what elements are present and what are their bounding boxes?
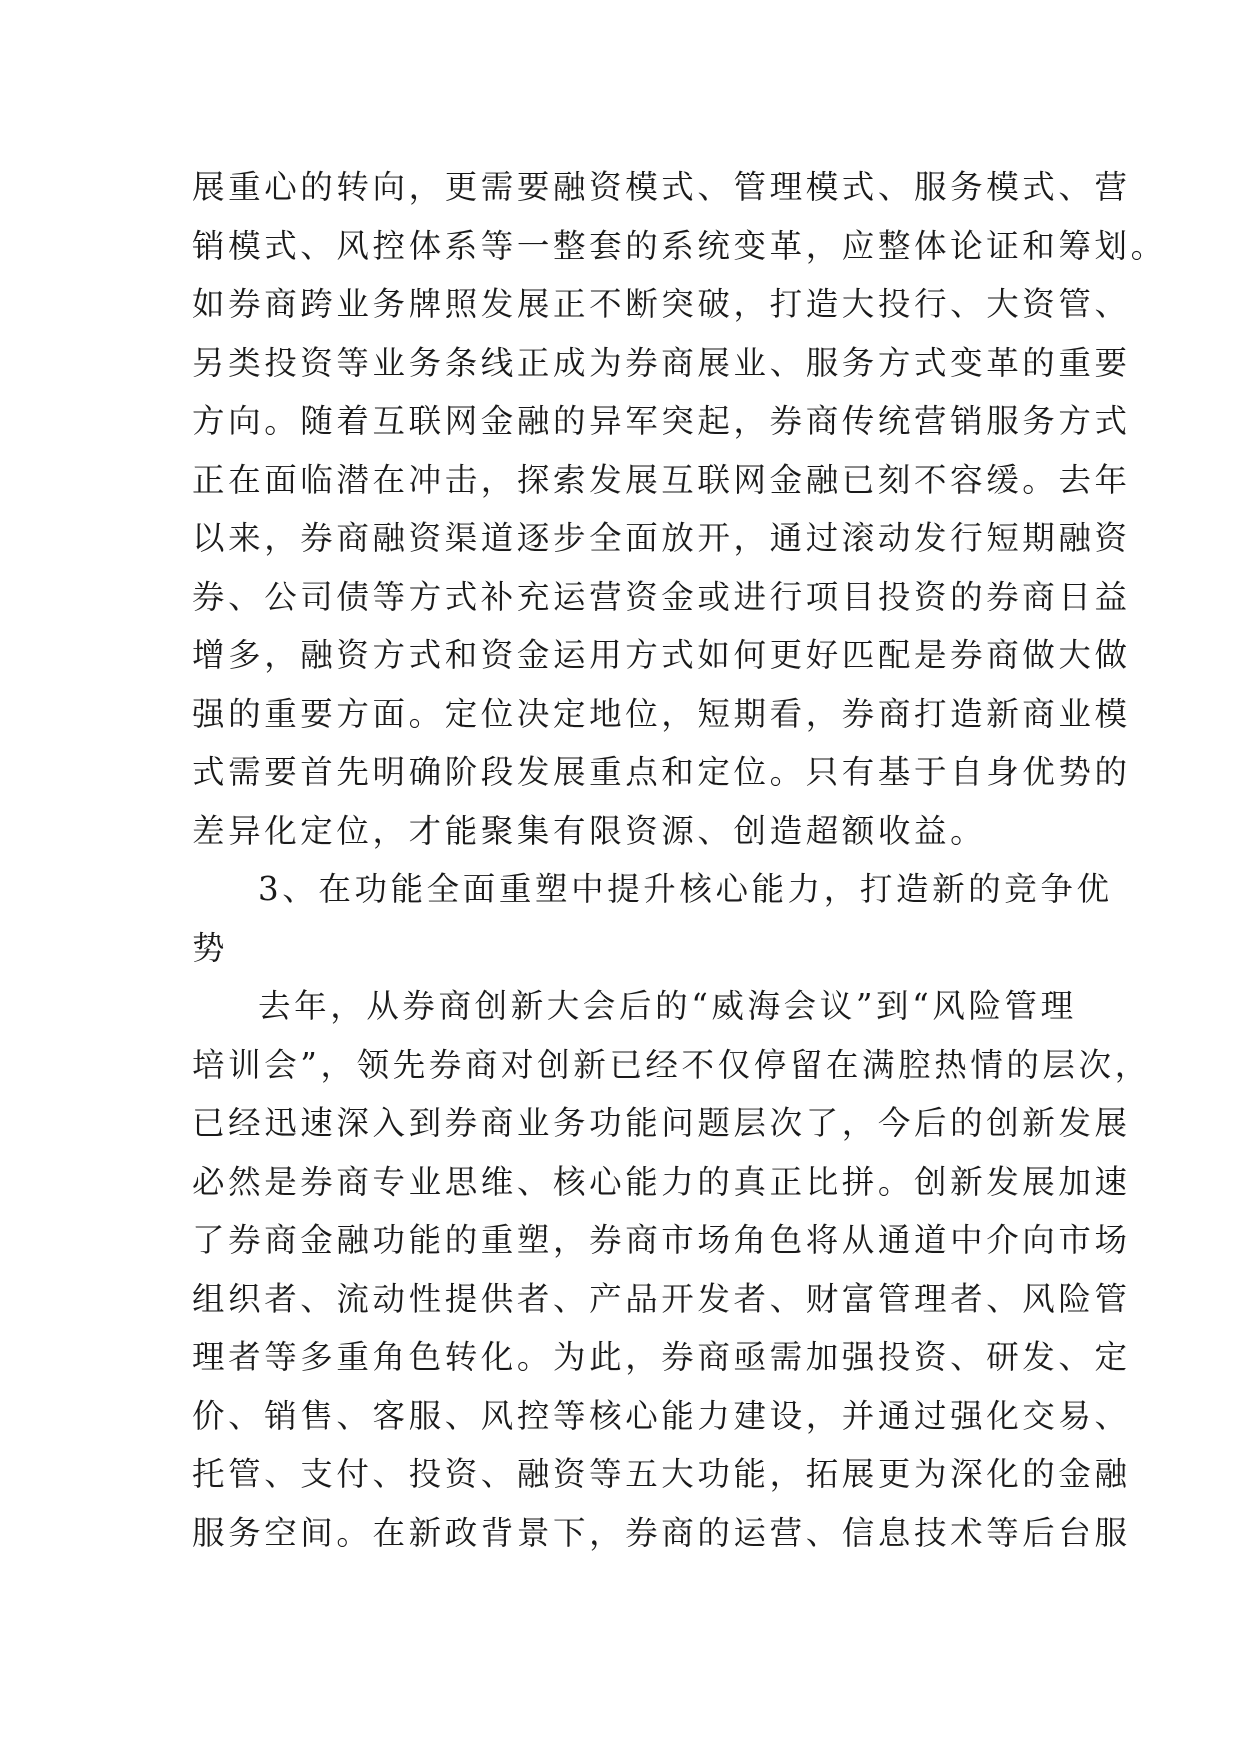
body-text-line: 增多，融资方式和资金运用方式如何更好匹配是券商做大做 — [192, 636, 1131, 674]
body-text-line: 去年，从券商创新大会后的“威海会议”到“风险管理 — [258, 987, 1077, 1025]
body-text-line: 理者等多重角色转化。为此，券商亟需加强投资、研发、定 — [192, 1338, 1131, 1376]
body-text-line: 如券商跨业务牌照发展正不断突破，打造大投行、大资管、 — [192, 285, 1131, 323]
body-text-line: 价、销售、客服、风控等核心能力建设，并通过强化交易、 — [192, 1396, 1131, 1435]
body-text-line: 方向。随着互联网金融的异军突起，券商传统营销服务方式 — [192, 402, 1131, 440]
document-body — [192, 158, 1167, 1562]
body-text-line: 正在面临潜在冲击，探索发展互联网金融已刻不容缓。去年 — [192, 460, 1131, 499]
body-text-line: 已经迅速深入到券商业务功能问题层次了，今后的创新发展 — [192, 1104, 1131, 1142]
body-text-line: 培训会”，领先券商对创新已经不仅停留在满腔热情的层次， — [192, 1045, 1151, 1084]
body-text-line: 必然是券商专业思维、核心能力的真正比拼。创新发展加速 — [192, 1162, 1131, 1201]
body-text-line: 托管、支付、投资、融资等五大功能，拓展更为深化的金融 — [192, 1455, 1131, 1493]
body-text-line: 服务空间。在新政背景下，券商的运营、信息技术等后台服 — [192, 1513, 1131, 1552]
body-text-line: 差异化定位，才能聚集有限资源、创造超额收益。 — [192, 811, 987, 850]
body-text-line: 强的重要方面。定位决定地位，短期看，券商打造新商业模 — [192, 694, 1131, 733]
body-text-line: 组织者、流动性提供者、产品开发者、财富管理者、风险管 — [192, 1279, 1131, 1318]
body-text-line: 以来，券商融资渠道逐步全面放开，通过滚动发行短期融资 — [192, 519, 1131, 557]
body-text-line: 另类投资等业务条线正成为券商展业、服务方式变革的重要 — [192, 343, 1131, 382]
body-text-line: 了券商金融功能的重塑，券商市场角色将从通道中介向市场 — [192, 1221, 1131, 1259]
section-heading: 3、在功能全面重塑中提升核心能力，打造新的竞争优 — [258, 870, 1113, 908]
body-text-line: 式需要首先明确阶段发展重点和定位。只有基于自身优势的 — [192, 753, 1131, 791]
section-heading-continuation: 势 — [192, 928, 229, 967]
body-text-line: 展重心的转向，更需要融资模式、管理模式、服务模式、营 — [192, 168, 1131, 206]
body-text-line: 销模式、风控体系等一整套的系统变革，应整体论证和筹划。 — [192, 226, 1167, 265]
body-text-line: 券、公司债等方式补充运营资金或进行项目投资的券商日益 — [192, 577, 1131, 616]
